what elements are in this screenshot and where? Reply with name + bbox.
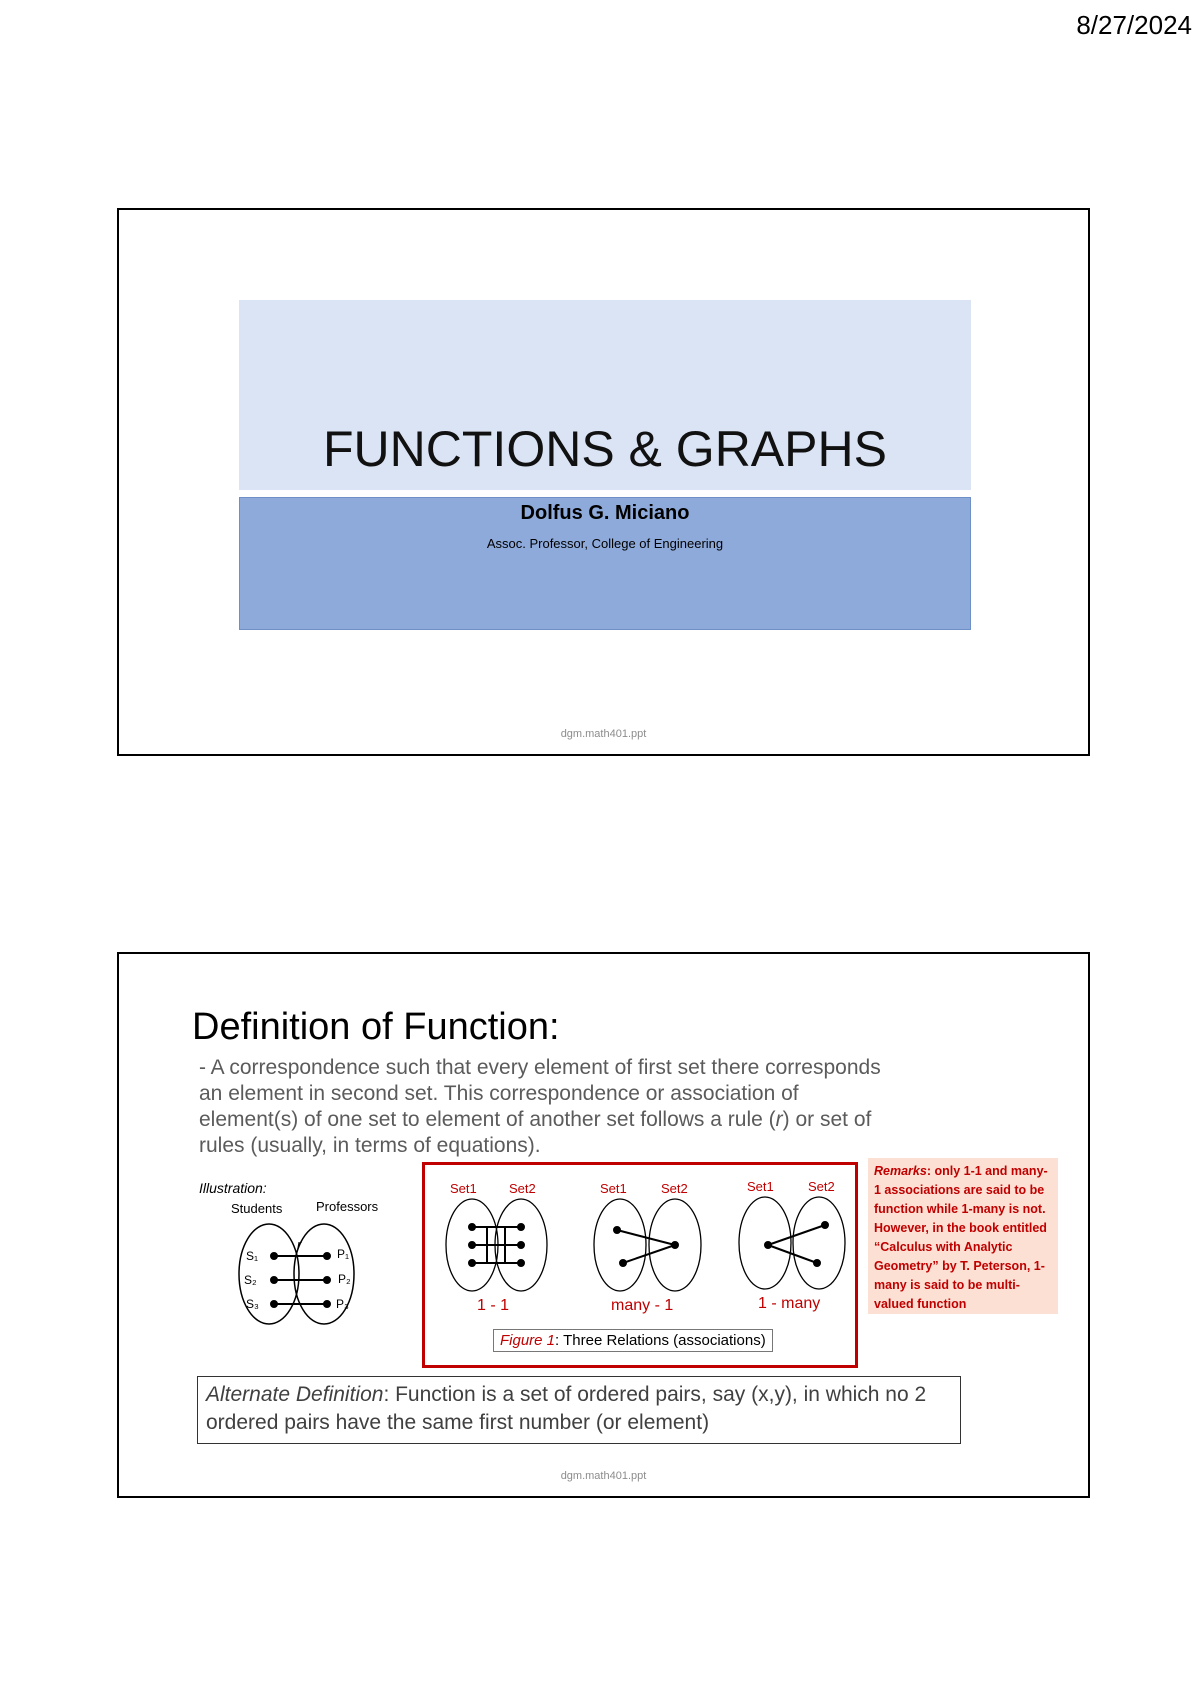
students-professors-diagram bbox=[199, 1196, 409, 1326]
mapping-arrows bbox=[271, 1253, 330, 1307]
author-name: Dolfus G. Miciano bbox=[520, 502, 690, 524]
alternate-text: : Function is a set of ordered pairs, say (x,y), in which no 2 ordered pairs have the same first number (or element) bbox=[206, 1383, 927, 1434]
figure-1-box bbox=[422, 1162, 858, 1368]
body-line-part: element(s) of one set to element of another set follows a rule ( bbox=[199, 1108, 776, 1131]
title-slide bbox=[117, 208, 1090, 756]
title-band bbox=[239, 300, 971, 490]
body-line: - A correspondence such that every element of first set there corresponds bbox=[199, 1056, 881, 1079]
remarks-box bbox=[868, 1158, 1058, 1314]
alternate-definition-box bbox=[197, 1376, 961, 1444]
slide-footer: dgm.math401.ppt bbox=[560, 1470, 647, 1482]
set2-label: Set2 bbox=[509, 1181, 536, 1196]
professor-p3: P₃ bbox=[336, 1297, 349, 1311]
slide-footer: dgm.math401.ppt bbox=[560, 728, 647, 740]
rule-label: r bbox=[297, 1237, 302, 1252]
definition-heading: Definition of Function: bbox=[192, 1006, 560, 1048]
student-s3: S₃ bbox=[246, 1297, 259, 1311]
subtitle-band bbox=[239, 497, 971, 630]
relation-many-to-one: many - 1 bbox=[611, 1297, 674, 1314]
slide-title: FUNCTIONS & GRAPHS bbox=[323, 421, 887, 477]
set2-label: Set2 bbox=[661, 1181, 688, 1196]
remarks-label: Remarks bbox=[874, 1164, 927, 1178]
set1-label: Set1 bbox=[600, 1181, 627, 1196]
set2-label: Set2 bbox=[808, 1179, 835, 1194]
professor-p1: P₁ bbox=[337, 1247, 350, 1261]
alternate-label: Alternate Definition bbox=[206, 1383, 384, 1406]
rule-symbol: r bbox=[775, 1108, 783, 1131]
definition-slide bbox=[117, 952, 1090, 1498]
professors-label: Professors bbox=[316, 1199, 379, 1214]
three-relations-diagram bbox=[425, 1165, 855, 1325]
figure-caption bbox=[493, 1329, 773, 1352]
body-line-part: ) or set of bbox=[782, 1108, 872, 1131]
set-ellipse bbox=[594, 1199, 646, 1291]
students-label: Students bbox=[231, 1201, 283, 1216]
remarks-text: : only 1-1 and many-1 associations are said to be function while 1-many is not. However, in the book entitled “Calculus with Analytic Geometry” by T. Peterson, 1-many is said to be multi-valued function bbox=[874, 1164, 1048, 1311]
student-s2: S₂ bbox=[244, 1273, 257, 1287]
relation-one-to-one: 1 - 1 bbox=[477, 1297, 510, 1314]
body-line bbox=[199, 1107, 1019, 1133]
caption-label: Figure 1 bbox=[500, 1332, 556, 1349]
set1-label: Set1 bbox=[450, 1181, 477, 1196]
set-ellipse bbox=[793, 1197, 845, 1289]
body-line: rules (usually, in terms of equations). bbox=[199, 1134, 541, 1157]
caption-text: : Three Relations (associations) bbox=[555, 1332, 766, 1349]
professor-p2: P₂ bbox=[338, 1272, 351, 1286]
one-to-many-mapping bbox=[765, 1222, 828, 1266]
relation-one-to-many: 1 - many bbox=[758, 1295, 821, 1312]
page-date: 8/27/2024 bbox=[1076, 10, 1192, 40]
author-affiliation: Assoc. Professor, College of Engineering bbox=[486, 536, 724, 551]
definition-body bbox=[199, 1055, 1019, 1159]
student-s1: S₁ bbox=[246, 1249, 259, 1263]
illustration-label: Illustration: bbox=[199, 1180, 267, 1196]
body-line: an element in second set. This correspondence or association of bbox=[199, 1082, 799, 1105]
set1-label: Set1 bbox=[747, 1179, 774, 1194]
